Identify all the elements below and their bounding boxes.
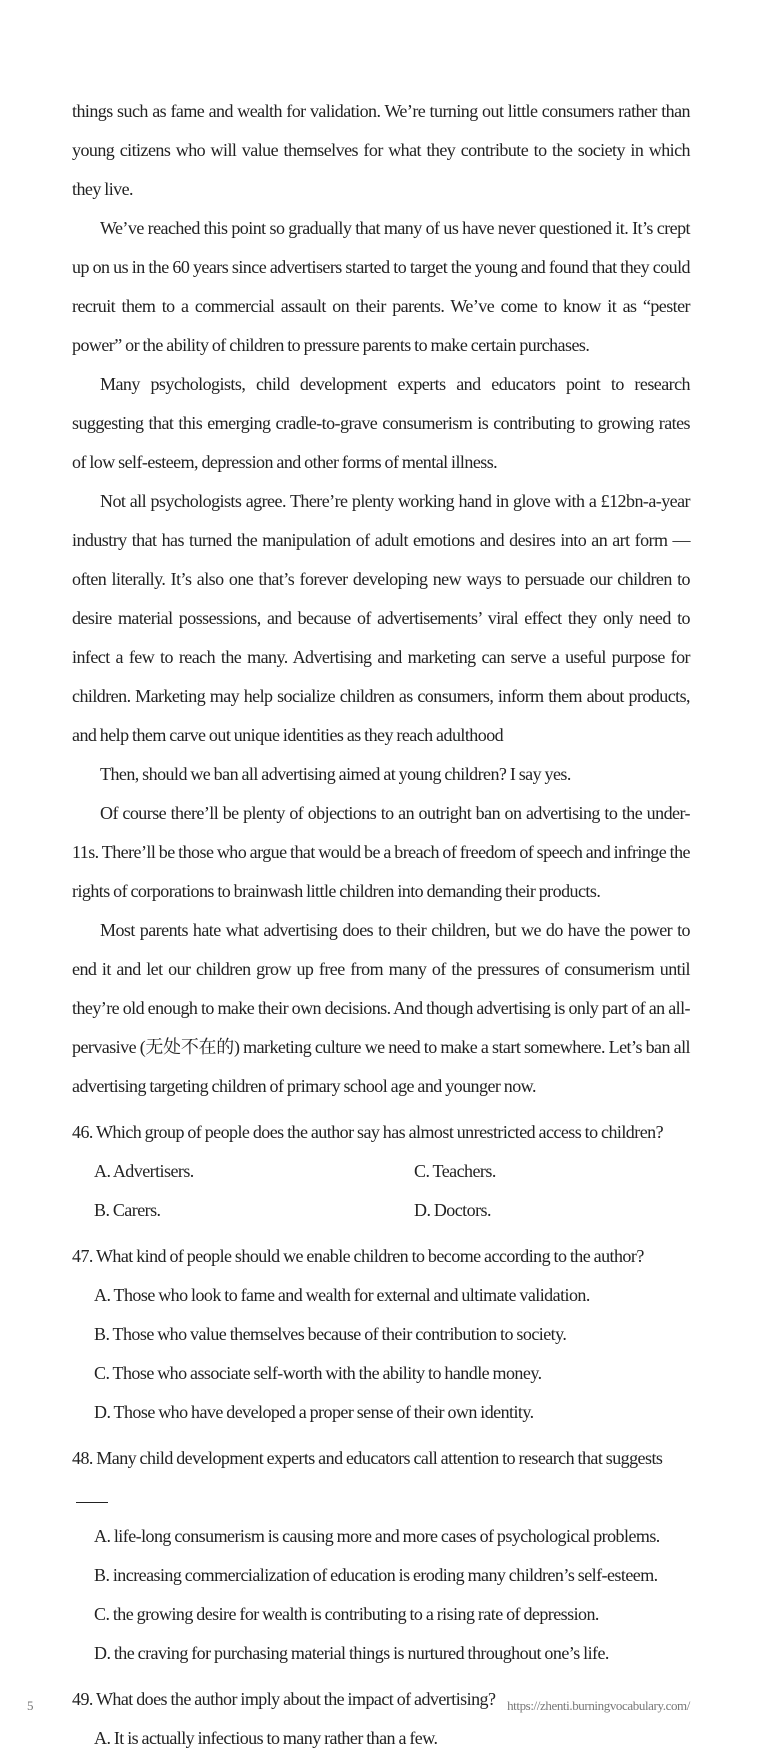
option-c: C. Teachers. xyxy=(414,1161,496,1181)
question-46 xyxy=(72,1113,690,1230)
passage-paragraph: Not all psychologists agree. There’re plenty working hand in glove with a £12bn-a-year industry that has turned the manipulation of adult emotions and desires into an art form — often literally. It’s also one that’s forever developing new ways to persuade our children to desire material possessions, and because of advertisements’ viral effect they only need to infect a few to reach the many. Advertising and marketing can serve a useful purpose for children. Marketing may help socialize children as consumers, inform them about products, and help them carve out unique identities as they reach adulthood xyxy=(72,491,690,745)
options-grid xyxy=(72,1152,690,1230)
passage-paragraph: Many psychologists, child development experts and educators point to research suggesting that this emerging cradle-to-grave consumerism is contributing to growing rates of low self-esteem, depression and other forms of mental illness. xyxy=(72,374,690,472)
option-a: A. life-long consumerism is causing more and more cases of psychological problems. xyxy=(94,1526,660,1546)
question-49 xyxy=(72,1680,690,1758)
passage-paragraph: We’ve reached this point so gradually that many of us have never questioned it. It’s crept up on us in the 60 years since advertisers started to target the young and found that they could recruit them to a commercial assault on their parents. We’ve come to know it as “pester power” or the ability of children to pressure parents to make certain purchases. xyxy=(72,218,690,355)
passage-paragraph: things such as fame and wealth for validation. We’re turning out little consumers rather than young citizens who will value themselves for what they contribute to the society in which they live. xyxy=(72,101,690,199)
question-stem-line xyxy=(72,1439,690,1517)
option-a: A. Advertisers. xyxy=(94,1161,194,1181)
question-stem: 47. What kind of people should we enable children to become according to the author? xyxy=(72,1246,644,1266)
option-a: A. Those who look to fame and wealth for external and ultimate validation. xyxy=(94,1285,590,1305)
answer-blank xyxy=(76,1488,108,1503)
option-c: C. Those who associate self-worth with the ability to handle money. xyxy=(94,1363,542,1383)
page-number: 5 xyxy=(27,1698,34,1713)
source-url: https://zhenti.burningvocabulary.com/ xyxy=(507,1698,690,1713)
question-stem: 49. What does the author imply about the impact of advertising? xyxy=(72,1689,496,1709)
passage-paragraph: Most parents hate what advertising does to their children, but we do have the power to end it and let our children grow up free from many of the pressures of consumerism until they’re old enough to make their own decisions. And though advertising is only part of an all-pervasive (无处不在的) marketing culture we need to make a start somewhere. Let’s ban all advertising targeting children of primary school age and younger now. xyxy=(72,920,690,1096)
option-b: B. Carers. xyxy=(94,1200,161,1220)
question-47 xyxy=(72,1237,690,1432)
option-c: C. the growing desire for wealth is contributing to a rising rate of depression. xyxy=(94,1604,599,1624)
option-b: B. Those who value themselves because of their contribution to society. xyxy=(94,1324,567,1344)
options-list xyxy=(72,1517,690,1673)
options-list xyxy=(72,1719,690,1758)
document-page xyxy=(72,92,690,1758)
option-d: D. the craving for purchasing material things is nurtured throughout one’s life. xyxy=(94,1643,609,1663)
passage-paragraph: Of course there’ll be plenty of objections to an outright ban on advertising to the under-11s. There’ll be those who argue that would be a breach of freedom of speech and infringe the rights of corporations to brainwash little children into demanding their products. xyxy=(72,803,690,901)
option-a: A. It is actually infectious to many rather than a few. xyxy=(94,1728,438,1748)
question-48 xyxy=(72,1439,690,1673)
option-d: D. Doctors. xyxy=(414,1200,491,1220)
options-list xyxy=(72,1276,690,1432)
passage-paragraph: Then, should we ban all advertising aimed at young children? I say yes. xyxy=(100,764,571,784)
option-b: B. increasing commercialization of education is eroding many children’s self-esteem. xyxy=(94,1565,658,1585)
option-d: D. Those who have developed a proper sense of their own identity. xyxy=(94,1402,534,1422)
question-stem: 46. Which group of people does the author say has almost unrestricted access to children? xyxy=(72,1122,664,1142)
question-stem: 48. Many child development experts and educators call attention to research that suggests xyxy=(72,1448,663,1468)
